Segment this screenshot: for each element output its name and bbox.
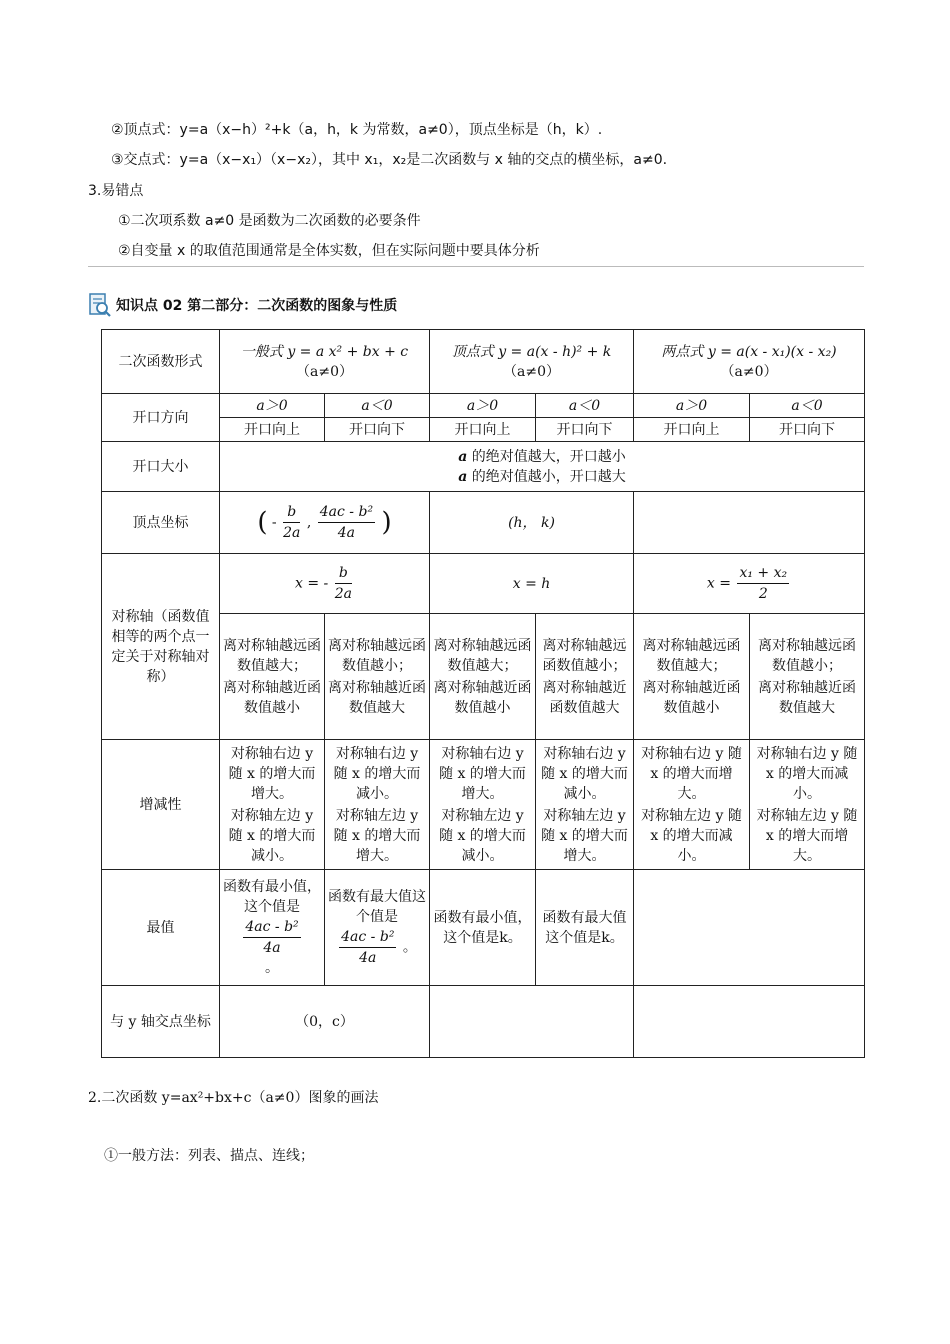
value-cell: 开口向上 (634, 418, 750, 442)
mono-cell: 对称轴右边 y 随 x 的增大而减小。 对称轴左边 y 随 x 的增大而增大。 (325, 740, 430, 870)
row-label: 最值 (102, 870, 220, 986)
open-size-cell: a 的绝对值越大，开口越小 a 的绝对值越小，开口越大 (220, 442, 865, 492)
row-monotonicity (102, 740, 865, 870)
row-label: 开口大小 (102, 442, 220, 492)
extreme-cell: 函数有最大值这个值是k。 (536, 870, 634, 986)
general-form-cell: 一般式 y = a x² + bx + c （a≠0） (220, 330, 430, 394)
heading-text: 知识点 02 第二部分：二次函数的图象与性质 (116, 298, 398, 314)
row-form (102, 330, 865, 394)
extreme-cell: 函数有最小值，这个值是 $\frac{\text{4ac - b²}}{4a}$ 。 (220, 870, 325, 986)
axis-desc-cell: 离对称轴越远函数值越小； 离对称轴越近函数值越大 (750, 614, 865, 740)
cond-cell: a＜0 (536, 394, 634, 418)
vertex-form-cell: 顶点式 y = a(x - h)² + k （a≠0） (430, 330, 634, 394)
mono-cell: 对称轴右边 y 随 x 的增大而增大。 对称轴左边 y 随 x 的增大而减小。 (220, 740, 325, 870)
cond-cell: a＞0 (634, 394, 750, 418)
mono-cell: 对称轴右边 y 随 x 的增大而增大。 对称轴左边 y 随 x 的增大而减小。 (634, 740, 750, 870)
drawing-method-item1: ①一般方法：列表、描点、连线； (104, 1148, 314, 1164)
twopoint-axis-cell: x = $\frac{\text{x₁ + x₂}}{2}$ (634, 554, 865, 614)
value-cell: 开口向下 (536, 418, 634, 442)
quadratic-properties-table (101, 329, 865, 1058)
cond-cell: a＞0 (430, 394, 536, 418)
value-cell: 开口向下 (750, 418, 865, 442)
extreme-cell: 函数有最小值，这个值是k。 (430, 870, 536, 986)
empty-cell (430, 986, 634, 1058)
knowledge-point-icon (88, 292, 112, 318)
cond-cell: a＜0 (750, 394, 865, 418)
axis-desc-cell: 离对称轴越远函数值越大； 离对称轴越近函数值越小 (430, 614, 536, 740)
extreme-cell: 函数有最大值这个值是 $\frac{\text{4ac - b²}}{4a}$ 。 (325, 870, 430, 986)
general-axis-cell: x = - $\frac{b}{2a}$ (220, 554, 430, 614)
value-cell: 开口向上 (220, 418, 325, 442)
section3-title: 3.易错点 (88, 183, 144, 199)
axis-desc-cell: 离对称轴越远函数值越小； 离对称轴越近函数值越大 (325, 614, 430, 740)
section3-item2: ②自变量 x 的取值范围通常是全体实数，但在实际问题中要具体分析 (118, 243, 540, 259)
drawing-method-title: 2.二次函数 y=ax²+bx+c（a≠0）图象的画法 (88, 1090, 379, 1106)
section3-item1: ①二次项系数 a≠0 是函数为二次函数的必要条件 (118, 213, 421, 229)
row-label: 增减性 (102, 740, 220, 870)
intro-vertex-form: ②顶点式：y=a（x−h）²+k（a，h，k 为常数，a≠0），顶点坐标是（h，k）. (111, 122, 603, 138)
mono-cell: 对称轴右边 y 随 x 的增大而减小。 对称轴左边 y 随 x 的增大而增大。 (750, 740, 865, 870)
mono-cell: 对称轴右边 y 随 x 的增大而增大。 对称轴左边 y 随 x 的增大而减小。 (430, 740, 536, 870)
axis-desc-cell: 离对称轴越远函数值越小； 离对称轴越近函数值越大 (536, 614, 634, 740)
knowledge-heading (88, 292, 397, 318)
row-axis-formula (102, 554, 865, 614)
row-label: 顶点坐标 (102, 492, 220, 554)
axis-desc-cell: 离对称轴越远函数值越大； 离对称轴越近函数值越小 (220, 614, 325, 740)
mono-cell: 对称轴右边 y 随 x 的增大而减小。 对称轴左边 y 随 x 的增大而增大。 (536, 740, 634, 870)
empty-cell (634, 870, 865, 986)
intro-intercept-form: ③交点式：y=a（x−x₁）（x−x₂），其中 x₁，x₂是二次函数与 x 轴的交点的横坐标，a≠0. (111, 152, 668, 168)
row-label: 二次函数形式 (102, 330, 220, 394)
value-cell: 开口向上 (430, 418, 536, 442)
value-cell: 开口向下 (325, 418, 430, 442)
cond-cell: a＞0 (220, 394, 325, 418)
row-open-size (102, 442, 865, 492)
row-label: 与 y 轴交点坐标 (102, 986, 220, 1058)
vertex-vertex-cell: (h， k) (430, 492, 634, 554)
axis-desc-cell: 离对称轴越远函数值越大； 离对称轴越近函数值越小 (634, 614, 750, 740)
row-open-direction-top (102, 394, 865, 418)
empty-cell (634, 492, 865, 554)
twopoint-form-cell: 两点式 y = a(x - x₁)(x - x₂) （a≠0） (634, 330, 865, 394)
empty-cell (634, 986, 865, 1058)
row-extreme (102, 870, 865, 986)
row-label: 开口方向 (102, 394, 220, 442)
general-vertex-cell: ( - $\frac{b}{2a}$ , $\frac{\text{4ac - b²}}{4a}$ ) (220, 492, 430, 554)
cond-cell: a＜0 (325, 394, 430, 418)
vertex-axis-cell: x = h (430, 554, 634, 614)
y-intercept-cell: （0，c） (220, 986, 430, 1058)
row-vertex (102, 492, 865, 554)
row-label: 对称轴（函数值相等的两个点一定关于对称轴对称） (102, 554, 220, 740)
divider (88, 266, 864, 267)
row-y-intercept (102, 986, 865, 1058)
